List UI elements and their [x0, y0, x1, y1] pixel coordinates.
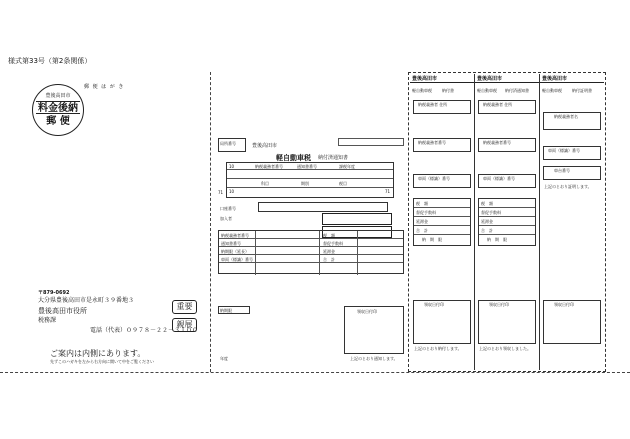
stub-1-deadline: 納 期 限: [422, 237, 442, 242]
stub-2-footer: 上記のとおり領収しました。: [479, 346, 531, 351]
stub-1-footer: 上記のとおり納付します。: [414, 346, 462, 351]
postage-stamp: [32, 84, 84, 136]
fold-line-1: [210, 72, 211, 372]
postcard-panel: [0, 68, 210, 373]
digit-row-2: [322, 213, 392, 225]
stub-3-payer: 納税義務者名: [554, 114, 578, 119]
row-label-d: 71: [218, 190, 224, 195]
stub-1-subtype: 納付書: [442, 88, 454, 93]
stub-2-row-3: 合 計: [481, 228, 493, 233]
stub-2-amounts: [478, 198, 536, 246]
stamp-bottom: 郵 便: [46, 116, 70, 127]
payer-number-label: 納税義務者番号: [255, 164, 283, 169]
stub-2-vehicle: 車両（標識）番号: [483, 176, 515, 181]
section-label-4: 期別: [301, 181, 309, 186]
stub-1-number: 納税義務者番号: [418, 140, 446, 145]
notice-number-label-2: 通知書番号: [221, 241, 241, 246]
delay-label: 延滞金: [323, 249, 335, 254]
notice-title: 軽自動車税: [276, 154, 311, 162]
stub-3-footer: 上記のとおり証明します。: [544, 184, 592, 189]
stub-3-number: 車両（標識）番号: [548, 148, 580, 153]
stubs-container: [410, 74, 604, 370]
stub-1-row-1: 督促手数料: [416, 210, 436, 215]
tax-amount-label: 税 額: [323, 233, 335, 238]
phone: 電話（代表）０９７８－２２－３１００: [90, 327, 199, 334]
stub-2: [475, 74, 539, 370]
stub-1-city: 豊後高田市: [412, 76, 438, 82]
misc-label-1: 局所番号: [220, 141, 236, 146]
stub-1: [410, 74, 474, 370]
stub-1-vehicle: 車両（標識）番号: [418, 176, 450, 181]
section-label-2: 年度: [220, 356, 228, 361]
notice-subtext: 先ずこのハガキを左から右方向に開いて中をご覧ください: [50, 359, 154, 364]
stub-2-receipt: 領収日付印: [489, 302, 509, 307]
stub-3-type: 軽自動車税: [542, 88, 562, 93]
stub-3-city: 豊後高田市: [542, 76, 568, 82]
notice-footer: 上記のとおり通知します。: [350, 356, 398, 361]
receipt-box: [344, 306, 404, 354]
payer-number-label-2: 納税義務者番号: [221, 233, 249, 238]
stub-1-row-3: 合 計: [416, 228, 428, 233]
notice-subtitle: 納付済通知書: [318, 155, 349, 161]
recipient: 豊後高田市役所: [38, 307, 87, 315]
department: 税務課: [38, 317, 57, 324]
section-label-1: 課税年度: [339, 164, 355, 169]
stub-2-number: 納税義務者番号: [483, 140, 511, 145]
deadline-label: 納期限（延長）: [221, 249, 249, 254]
bottom-fold-line: [0, 372, 630, 373]
misc-label-2: 口座番号: [220, 206, 236, 211]
digit-row-1: [258, 202, 388, 212]
total-label: 合 計: [323, 257, 335, 262]
stub-2-payer: 納税義務者 住所: [483, 102, 513, 107]
stamp-city: 豊後高田市: [45, 93, 71, 99]
stub-1-row-2: 延滞金: [416, 219, 428, 224]
notice-number-label: 通知書番号: [297, 164, 317, 169]
notice-city: 豊後高田市: [252, 143, 278, 149]
row-label-a: 10: [229, 164, 235, 169]
section-label-3: 科目: [261, 181, 269, 186]
notice-text: ご案内は内側にあります。: [50, 349, 146, 358]
stub-1-type: 軽自動車税: [412, 88, 432, 93]
upper-table: [226, 162, 394, 198]
stub-1-row-0: 税 額: [416, 201, 428, 206]
stub-3-vehicle: 車台番号: [554, 168, 570, 173]
row-label-c: 71: [385, 189, 391, 194]
stub-3: [540, 74, 604, 370]
receipt-label: 領収日付印: [357, 309, 377, 314]
stub-2-row-2: 延滞金: [481, 219, 493, 224]
stub-2-type: 軽自動車税: [477, 88, 497, 93]
misc-label-3: 加入者: [220, 216, 232, 221]
form-number: 様式第33号（第2条関係）: [8, 57, 92, 65]
late-fee-label: 督促手数料: [323, 241, 343, 246]
stub-2-subtype: 納付済通知書: [505, 88, 529, 93]
important-badge: 重要: [172, 300, 197, 314]
postcard-header: 郵 便 は が き: [84, 84, 125, 90]
vehicle-label: 車両（標識）番号: [221, 257, 253, 262]
stub-1-receipt: 領収日付印: [424, 302, 444, 307]
stub-2-row-0: 税 額: [481, 201, 493, 206]
stub-2-deadline: 納 期 限: [487, 237, 507, 242]
header-grid: [338, 138, 404, 146]
stub-2-city: 豊後高田市: [477, 76, 503, 82]
period-box: [218, 306, 250, 314]
notice-form: [218, 138, 404, 370]
stub-3-subtype: 納付証明書: [572, 88, 592, 93]
section-label-5: 税目: [339, 181, 347, 186]
address: 大分県豊後高田市是永町３９番地３: [38, 297, 135, 304]
stub-3-receipt: 領収日付印: [554, 302, 574, 307]
period-label: 納期限: [220, 308, 232, 313]
amounts-table: [218, 230, 404, 274]
stub-1-payer: 納税義務者 住所: [418, 102, 448, 107]
postal-code: 〒879-0692: [38, 290, 70, 296]
row-label-b: 10: [229, 189, 235, 194]
stub-2-row-1: 督促手数料: [481, 210, 501, 215]
stamp-main: 料金後納: [38, 103, 78, 114]
stub-1-amounts: [413, 198, 471, 246]
confidential-badge: 親展: [172, 318, 197, 332]
